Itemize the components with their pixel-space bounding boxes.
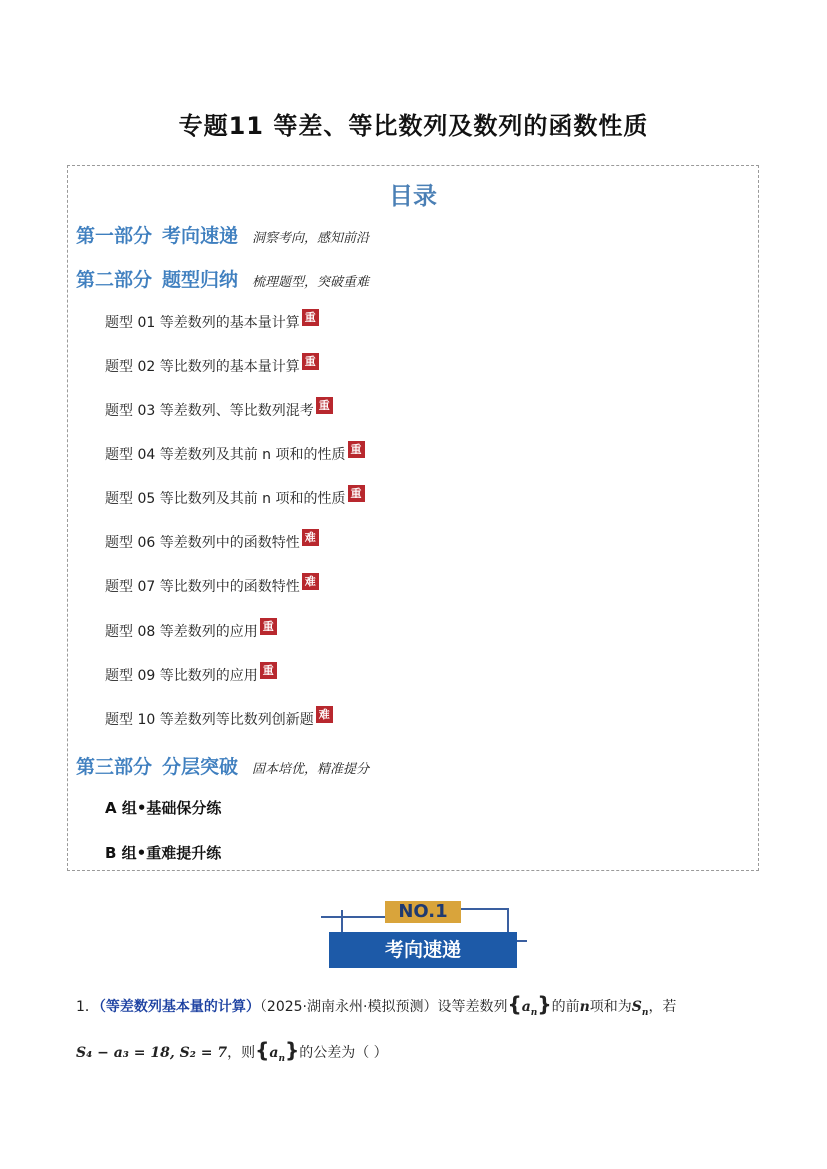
toc-heading: 目录	[389, 182, 437, 210]
banner-line	[461, 908, 509, 910]
toc-type-item[interactable]	[105, 444, 365, 464]
part-label: 第三部分	[76, 756, 153, 778]
question-text: 项和为	[589, 999, 632, 1015]
question-source: （2025·湖南永州·模拟预测）	[259, 999, 438, 1015]
part-label: 第一部分	[76, 225, 153, 247]
question-line-2: S₄ − a₃ = 18, S₂ = 7，则$\{a_n\}$的公差为（ ）	[76, 1038, 388, 1064]
toc-group-a[interactable]: A 组•基础保分练	[105, 799, 222, 817]
toc-type-item[interactable]	[105, 488, 365, 508]
type-label: 题型 06 等差数列中的函数特性	[105, 535, 300, 551]
banner-line	[321, 916, 385, 918]
part-name: 题型归纳	[162, 269, 239, 291]
difficulty-badge: 重	[302, 309, 319, 326]
question-number: 1．	[76, 999, 99, 1015]
type-label: 题型 09 等比数列的应用	[105, 668, 258, 684]
math-seq: a	[521, 999, 531, 1015]
type-label: 题型 01 等差数列的基本量计算	[105, 315, 300, 331]
section-banner	[321, 900, 527, 970]
banner-line	[507, 908, 509, 932]
toc-type-item[interactable]	[105, 532, 319, 552]
question-text: 设等差数列	[437, 999, 508, 1015]
toc-type-item[interactable]	[105, 709, 333, 729]
difficulty-badge: 重	[260, 618, 277, 635]
difficulty-badge: 重	[302, 353, 319, 370]
part-name: 考向速递	[162, 225, 239, 247]
toc-type-item[interactable]	[105, 400, 333, 420]
part-name: 分层突破	[162, 756, 239, 778]
section-title: 考向速递	[329, 932, 517, 968]
question-text: 的公差为（ ）	[299, 1045, 388, 1061]
toc-group-b[interactable]: B 组•重难提升练	[105, 844, 222, 862]
part-subtitle: 固本培优，精准提分	[252, 762, 370, 777]
difficulty-badge: 重	[348, 485, 365, 502]
type-label: 题型 04 等差数列及其前 n 项和的性质	[105, 447, 346, 463]
type-label: 题型 07 等比数列中的函数特性	[105, 579, 300, 595]
toc-type-item[interactable]	[105, 621, 277, 641]
banner-line	[517, 940, 527, 942]
question-text: 的前	[551, 999, 580, 1015]
question-line-1: 1．（等差数列基本量的计算）（2025·湖南永州·模拟预测）设等差数列$\{a_n\}$的前n项和为$S_n$，若	[76, 992, 677, 1018]
math-var: n	[579, 999, 590, 1015]
toc-part-3[interactable]	[76, 752, 369, 779]
section-number: NO.1	[385, 901, 461, 923]
toc-part-1[interactable]	[76, 221, 369, 248]
math-sub: n	[278, 1053, 285, 1064]
difficulty-badge: 难	[302, 529, 319, 546]
question-tag: （等差数列基本量的计算）	[98, 999, 260, 1015]
math-sub: n	[530, 1007, 538, 1018]
part-subtitle: 梳理题型，突破重难	[252, 275, 370, 290]
table-of-contents	[67, 165, 759, 871]
type-label: 题型 03 等差数列、等比数列混考	[105, 403, 314, 419]
toc-type-item[interactable]	[105, 312, 319, 332]
question-text: ，若	[648, 999, 677, 1015]
banner-line	[341, 910, 343, 932]
document-title: 专题11 等差、等比数列及数列的函数性质	[178, 112, 649, 140]
math-condition: S₄ − a₃ = 18, S₂ = 7	[76, 1045, 228, 1061]
toc-type-item[interactable]	[105, 665, 277, 685]
toc-type-item[interactable]	[105, 356, 319, 376]
type-label: 题型 10 等差数列等比数列创新题	[105, 712, 314, 728]
difficulty-badge: 难	[316, 706, 333, 723]
difficulty-badge: 重	[316, 397, 333, 414]
difficulty-badge: 重	[348, 441, 365, 458]
difficulty-badge: 难	[302, 573, 319, 590]
toc-part-2[interactable]	[76, 265, 369, 292]
toc-type-item[interactable]	[105, 576, 319, 596]
math-seq: a	[269, 1045, 279, 1061]
difficulty-badge: 重	[260, 662, 277, 679]
math-sub: n	[641, 1007, 649, 1018]
part-label: 第二部分	[76, 269, 153, 291]
type-label: 题型 02 等比数列的基本量计算	[105, 359, 300, 375]
part-subtitle: 洞察考向，感知前沿	[252, 231, 370, 246]
type-label: 题型 05 等比数列及其前 n 项和的性质	[105, 491, 346, 507]
math-var: S	[631, 999, 642, 1015]
type-label: 题型 08 等差数列的应用	[105, 624, 258, 640]
question-text: ，则	[227, 1045, 256, 1061]
